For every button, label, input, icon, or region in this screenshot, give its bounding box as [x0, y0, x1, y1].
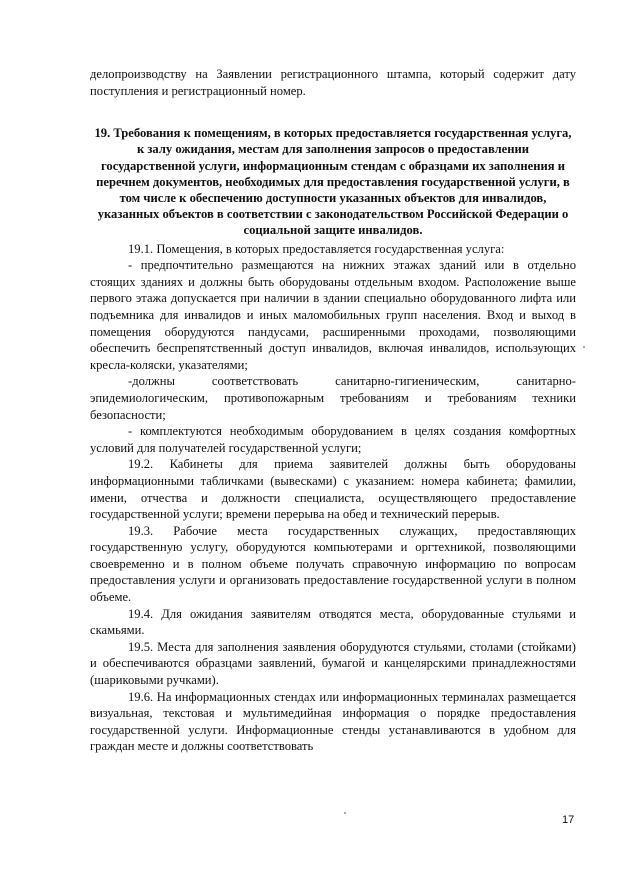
scan-speck — [583, 346, 585, 348]
paragraph-equipment: - комплектуются необходимым оборудованием в целях создания комфортных условий для получателей государственной услуги; — [90, 424, 576, 455]
paragraph-19-1: 19.1. Помещения, в которых предоставляется государственная услуга: — [128, 241, 505, 256]
page-number: 17 — [562, 814, 575, 826]
scan-speck — [344, 812, 346, 814]
paragraph-placement: - предпочтительно размещаются на нижних этажах зданий или в отдельно стоящих зданиях и должны быть оборудованы отдельным входом. Расположение выше первого этажа допускается при наличии в здании специально оборудованного лифта или подъемника для инвалидов и иных маломобильных групп населения. Вход и выход в помещения оборудуются пандусами, расширенными проходами, позволяющими обеспечить беспрепятственный доступ инвалидов, включая инвалидов, использующих кресла-коляски, указателями; — [90, 258, 576, 372]
paragraph-19-4: 19.4. Для ожидания заявителям отводятся места, оборудованные стульями и скамьями. — [90, 606, 576, 638]
intro-text: делопроизводству на Заявлении регистрационного штампа, который содержит дату поступления и регистрационный номер. — [90, 67, 576, 98]
paragraph-19-5: 19.5. Места для заполнения заявления оборудуются стульями, столами (стойками) и обеспечиваются образцами заявлений, бумагой и канцелярскими принадлежностями (шариковыми ручками). — [90, 639, 576, 688]
page-content — [90, 66, 576, 755]
paragraph-19-2: 19.2. Кабинеты для приема заявителей должны быть оборудованы информационными табличками (вывесками) с указанием: номера кабинета; фамилии, имени, отчества и должности специалиста, осуществляющего предоставление государственной услуги; времени перерыва на обед и технический перерыв. — [90, 457, 576, 522]
paragraph-19-3: 19.3. Рабочие места государственных служащих, предоставляющих государственную услугу, оборудуются компьютерами и оргтехникой, позволяющими своевременно и в полном объеме получать справочную информацию по вопросам предоставления услуги и организовать предоставление государственной услуги в полном объеме. — [90, 523, 576, 605]
section-heading: 19. Требования к помещениям, в которых предоставляется государственная услуга, к залу ожидания, местам для заполнения запросов о предоставлении государственной услуги, информационным стендам с образцами их заполнения и перечнем документов, необходимых для предоставления государственной услуги, в том числе к обеспечению доступности указанных объектов для инвалидов, указанных объектов в соответствии с законодательством Российской Федерации о социальной защите инвалидов. — [94, 126, 572, 238]
paragraph-19-6: 19.6. На информационных стендах или информационных терминалах размещается визуальная, текстовая и мультимедийная информация о порядке предоставления государственной услуги. Информационные стенды устанавливаются в удобном для граждан месте и должны соответствовать — [90, 689, 576, 754]
paragraph-requirements: -должны соответствовать санитарно-гигиеническим, санитарно-эпидемиологическим, противопожарным требованиям и требованиям техники безопасности; — [90, 374, 576, 422]
